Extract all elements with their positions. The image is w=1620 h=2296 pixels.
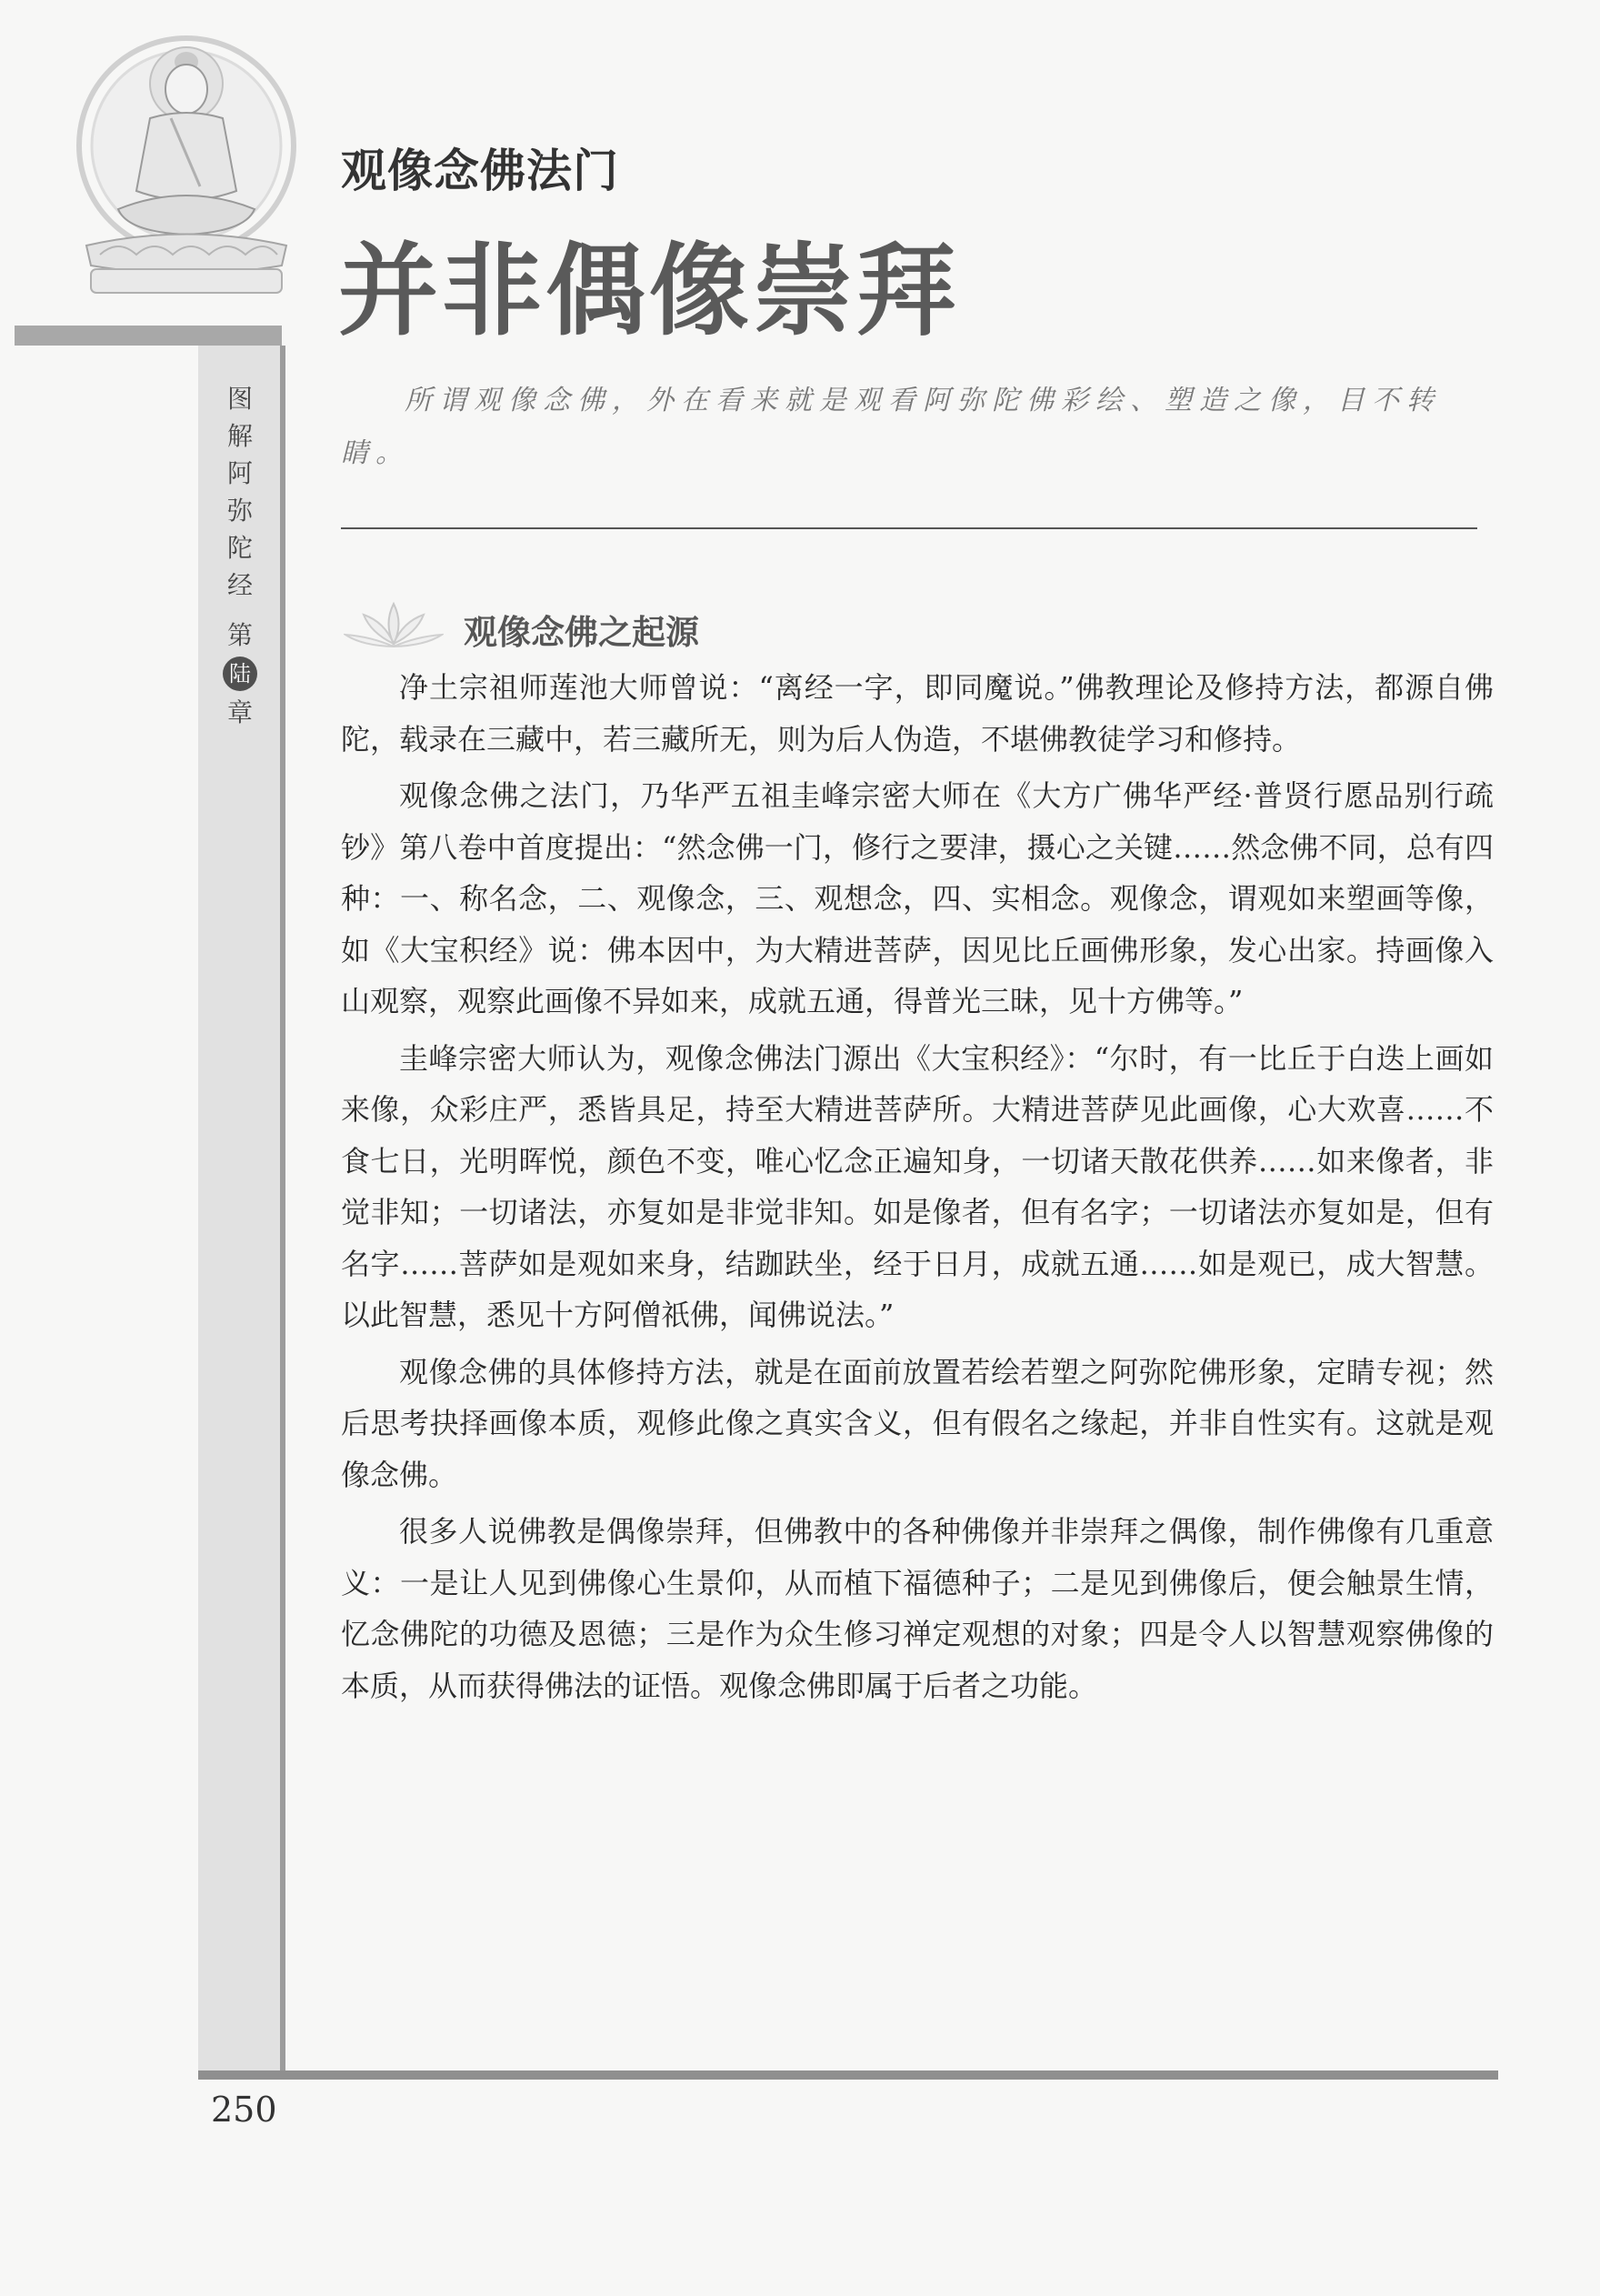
book-title-char: 陀 bbox=[226, 533, 253, 563]
intro-divider bbox=[341, 527, 1477, 529]
footer-rule bbox=[198, 2070, 1498, 2080]
article-title: 并非偶像崇拜 bbox=[338, 233, 960, 349]
book-title-char: 图 bbox=[226, 384, 253, 414]
body-paragraph: 观像念佛之法门，乃华严五祖圭峰宗密大师在《大方广佛华严经·普贤行愿品别行疏钞》第八卷中首度提出：“然念佛一门，修行之要津，摄心之关键……然念佛不同，总有四种：一、称名念，二、观像念，三、观想念，四、实相念。观像念，谓观如来塑画等像，如《大宝积经》说：佛本因中，为大精进菩萨，因见比丘画佛形象，发心出家。持画像入山观察，观察此画像不异如来，成就五通，得普光三昧，见十方佛等。” bbox=[341, 778, 1494, 1018]
sidebar-book-title bbox=[216, 380, 264, 731]
book-title-char: 弥 bbox=[226, 496, 253, 526]
body-paragraph: 圭峰宗密大师认为，观像念佛法门源出《大宝积经》：“尔时，有一比丘于白迭上画如来像，众彩庄严，悉皆具足，持至大精进菩萨所。大精进菩萨见此画像，心大欢喜……不食七日，光明晖悦，颜色不变，唯心忆念正遍知身，一切诸天散花供养……如来像者，非觉非知；一切诸法，亦复如是非觉非知。如是像者，但有名字；一切诸法亦复如是，但有名字……菩萨如是观如来身，结跏趺坐，经于日月，成就五通……如是观已，成大智慧。以此智慧，悉见十方阿僧祇佛，闻佛说法。” bbox=[341, 1040, 1494, 1332]
chapter-suffix: 章 bbox=[226, 697, 253, 727]
sidebar-rule bbox=[280, 346, 285, 2078]
intro-paragraph: 所谓观像念佛，外在看来就是观看阿弥陀佛彩绘、塑造之像，目不转睛。 bbox=[341, 385, 1441, 469]
header-bar bbox=[15, 326, 282, 346]
body-paragraph: 净土宗祖师莲池大师曾说：“离经一字，即同魔说。”佛教理论及修持方法，都源自佛陀，载录在三藏中，若三藏所无，则为后人伪造，不堪佛教徒学习和修持。 bbox=[341, 670, 1494, 757]
page-number: 250 bbox=[211, 2090, 277, 2130]
lotus-icon bbox=[344, 597, 444, 660]
book-title-char: 经 bbox=[226, 570, 253, 600]
page-edge bbox=[1600, 0, 1620, 2296]
body-paragraph: 观像念佛的具体修持方法，就是在面前放置若绘若塑之阿弥陀佛形象，定睛专视；然后思考抉择画像本质，观修此像之真实含义，但有假名之缘起，并非自性实有。这就是观像念佛。 bbox=[341, 1354, 1494, 1492]
article-body bbox=[341, 662, 1494, 1717]
book-title-char: 解 bbox=[226, 421, 253, 451]
chapter-number-badge: 陆 bbox=[223, 657, 257, 691]
buddha-illustration bbox=[64, 27, 309, 309]
section-heading: 观像念佛之起源 bbox=[464, 613, 699, 652]
body-paragraph: 很多人说佛教是偶像崇拜，但佛教中的各种佛像并非崇拜之偶像，制作佛像有几重意义：一是让人见到佛像心生景仰，从而植下福德种子；二是见到佛像后，便会触景生情，忆念佛陀的功德及恩德；三是作为众生修习禅定观想的对象；四是令人以智慧观察佛像的本质，从而获得佛法的证悟。观像念佛即属于后者之功能。 bbox=[341, 1514, 1494, 1703]
book-title-char: 阿 bbox=[226, 458, 253, 488]
chapter-prefix: 第 bbox=[226, 620, 253, 650]
article-subtitle: 观像念佛法门 bbox=[341, 145, 619, 197]
